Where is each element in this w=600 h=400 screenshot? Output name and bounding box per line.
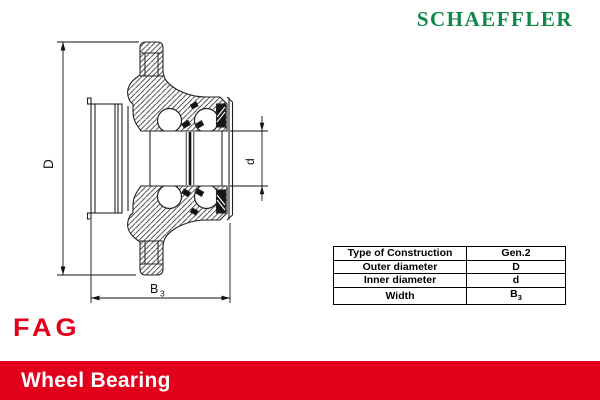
table-row [334,287,566,305]
spec-value: Gen.2 [467,247,566,261]
spec-value [467,287,566,305]
table-row [334,247,566,261]
spec-value: d [467,274,566,288]
dim-label-outer-diameter: D [41,159,56,169]
bottom-banner [0,361,600,400]
spec-value: D [467,260,566,274]
spec-table [333,246,566,305]
dim-label-inner-diameter: d [243,158,257,165]
spec-label: Width [334,287,467,305]
spec-label: Type of Construction [334,247,467,261]
hub-section-top [128,42,227,133]
schaeffler-logo: SCHAEFFLER [416,7,573,31]
page-title: Wheel Bearing [21,368,171,392]
spec-value-main: B [510,287,518,300]
table-row [334,260,566,274]
dim-label-width: B [150,282,159,296]
spec-label: Inner diameter [334,274,467,288]
fag-logo: FAG [13,314,81,342]
hub-section-bottom [128,185,227,276]
spec-value-subscript: 3 [517,292,522,302]
flange-plate [88,98,129,219]
outer-ring-face [227,97,233,220]
spec-label: Outer diameter [334,260,467,274]
dim-label-width-subscript: 3 [160,288,165,299]
bearing-bore [150,131,227,186]
table-row [334,274,566,288]
